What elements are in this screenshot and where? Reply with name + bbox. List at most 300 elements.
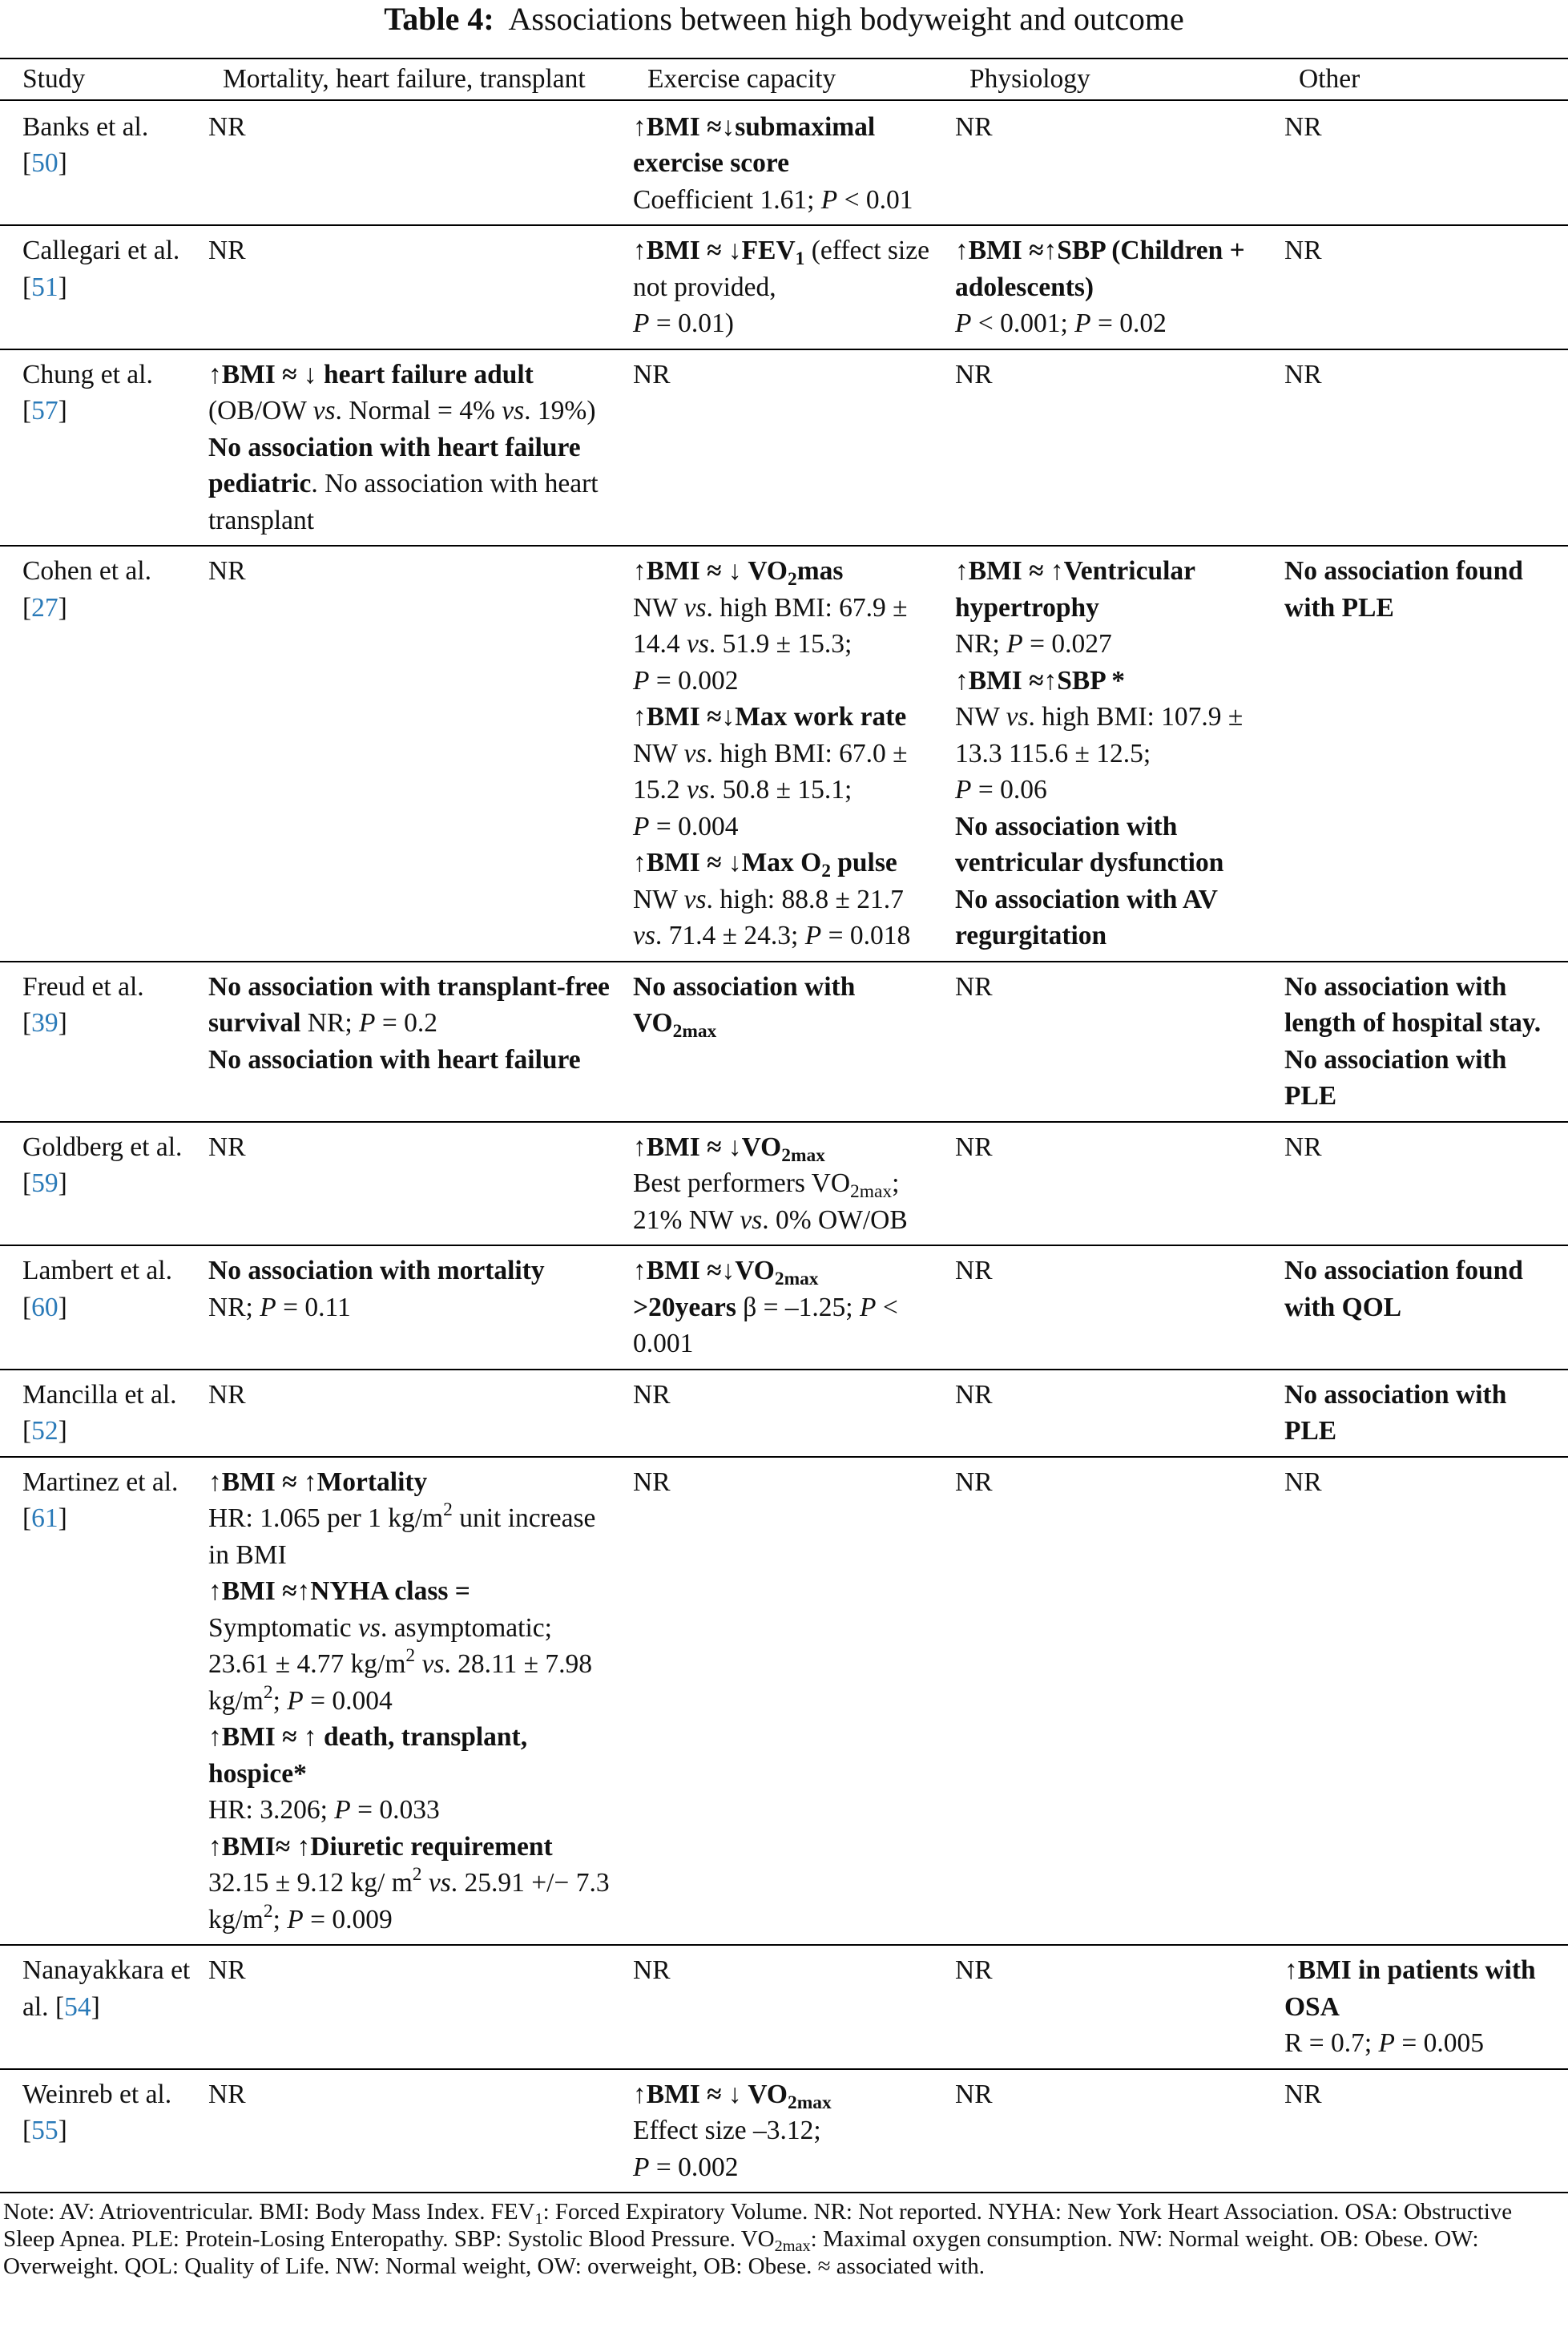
other-cell-line bbox=[1284, 1129, 1560, 1166]
exercise-cell-line bbox=[633, 109, 939, 182]
cell-text: < 0.001 bbox=[633, 1292, 898, 1358]
study-name: Mancilla et al. bbox=[22, 1379, 177, 1410]
physiology-cell-line bbox=[955, 663, 1268, 700]
exercise-cell-line bbox=[633, 2076, 939, 2113]
cell-text: 2 bbox=[263, 1681, 273, 1703]
cell-text: P bbox=[260, 1292, 276, 1322]
other-cell bbox=[1276, 1370, 1568, 1457]
physiology-cell bbox=[947, 546, 1276, 962]
other-cell-line bbox=[1284, 969, 1560, 1115]
cell-text: NR bbox=[208, 556, 246, 586]
exercise-cell-line bbox=[633, 2149, 939, 2186]
physiology-cell bbox=[947, 962, 1276, 1122]
exercise-cell bbox=[625, 1457, 947, 1946]
cell-text: P bbox=[1006, 629, 1023, 659]
cell-text: No association with ventricular dysfunction bbox=[955, 811, 1224, 877]
study-cell: Lambert et al. [60] bbox=[0, 1245, 200, 1370]
table-row bbox=[0, 1457, 1568, 1946]
cell-text: vs bbox=[421, 1649, 445, 1679]
exercise-cell-line bbox=[633, 232, 939, 305]
cell-text: (OB/OW bbox=[208, 396, 313, 426]
exercise-cell-line bbox=[633, 2112, 939, 2149]
exercise-cell bbox=[625, 225, 947, 349]
cell-text: (effect size not provided, bbox=[633, 236, 929, 302]
cell-text: vs bbox=[687, 629, 709, 659]
mortality-cell bbox=[200, 962, 625, 1122]
exercise-cell-line bbox=[633, 1377, 939, 1414]
cell-text: . 71.4 ± 24.3; bbox=[655, 921, 805, 950]
cell-text: NR; bbox=[208, 1292, 260, 1322]
mortality-cell bbox=[200, 2069, 625, 2193]
cell-text: ↑BMI ≈ ↑Mortality bbox=[208, 1467, 428, 1497]
cell-text: ; bbox=[272, 1685, 288, 1716]
cell-text: ↑BMI ≈↓submaximal exercise score bbox=[633, 111, 876, 178]
cell-text: vs bbox=[687, 775, 709, 805]
mortality-cell-line bbox=[208, 1377, 617, 1414]
mortality-cell-line bbox=[208, 430, 617, 539]
mortality-cell-line bbox=[208, 232, 617, 269]
cell-text: NR; bbox=[955, 629, 1007, 659]
table-title bbox=[0, 0, 1568, 37]
cell-text: vs bbox=[312, 396, 336, 426]
cell-text: vs bbox=[683, 884, 707, 914]
cell-text: . high BMI: 67.9 ± 14.4 bbox=[633, 592, 908, 659]
mortality-cell-line bbox=[208, 969, 617, 1042]
physiology-cell-line bbox=[955, 626, 1268, 663]
cell-text: = 0.027 bbox=[1022, 629, 1112, 659]
physiology-cell-line bbox=[955, 1253, 1268, 1289]
physiology-cell-line bbox=[955, 1952, 1268, 1989]
cell-text: = 0.01) bbox=[649, 309, 734, 338]
cell-text: P bbox=[1074, 309, 1091, 338]
cell-text: P bbox=[820, 184, 838, 215]
cell-text: NR bbox=[208, 1132, 246, 1162]
table-note bbox=[0, 2193, 1568, 2280]
cell-text: 2max bbox=[672, 1021, 717, 1043]
reference-link[interactable]: 60 bbox=[31, 1292, 58, 1322]
cell-text: ↑BMI ≈↑SBP (Children + adolescents) bbox=[955, 236, 1245, 302]
study-name: Callegari et al. bbox=[22, 236, 180, 265]
cell-text: NR bbox=[955, 1379, 993, 1410]
physiology-cell-line bbox=[955, 969, 1268, 1006]
cell-text: NR bbox=[1284, 359, 1322, 389]
cell-text: = 0.005 bbox=[1395, 2028, 1485, 2058]
table-row bbox=[0, 2069, 1568, 2193]
exercise-cell-line bbox=[633, 663, 939, 700]
header-other: Other bbox=[1276, 58, 1568, 100]
header-mortality: Mortality, heart failure, transplant bbox=[200, 58, 625, 100]
cell-text: pulse bbox=[830, 848, 897, 877]
physiology-cell bbox=[947, 100, 1276, 226]
cell-text: 2 bbox=[788, 569, 797, 591]
study-name: Freud et al. bbox=[22, 971, 144, 1002]
reference-link[interactable]: 39 bbox=[31, 1008, 58, 1038]
physiology-cell-line bbox=[955, 553, 1268, 626]
study-cell: Callegari et al. [51] bbox=[0, 225, 200, 349]
study-name: Goldberg et al. bbox=[22, 1132, 183, 1162]
mortality-cell-line bbox=[208, 1792, 617, 1829]
cell-text: = 0.004 bbox=[649, 811, 739, 841]
exercise-cell-line bbox=[633, 553, 939, 590]
cell-text: ↑BMI ≈ ↓ VO bbox=[633, 556, 788, 586]
mortality-cell-line bbox=[208, 1129, 617, 1166]
physiology-cell-line bbox=[955, 2076, 1268, 2113]
physiology-cell-line bbox=[955, 232, 1268, 305]
cell-text: = 0.002 bbox=[649, 2152, 739, 2182]
other-cell-line bbox=[1284, 1952, 1560, 2025]
cell-text: NR bbox=[633, 1955, 671, 1985]
cell-text: NR; bbox=[300, 1008, 360, 1038]
cell-text: NR bbox=[955, 1132, 993, 1162]
table-row bbox=[0, 225, 1568, 349]
reference-link[interactable]: 52 bbox=[31, 1416, 58, 1446]
study-name: Lambert et al. bbox=[22, 1256, 172, 1285]
cell-text: vs bbox=[502, 396, 525, 426]
cell-text: vs bbox=[1006, 702, 1029, 732]
cell-text: No association with length of hospital stay. No association with PLE bbox=[1284, 971, 1542, 1111]
other-cell bbox=[1276, 100, 1568, 226]
cell-text: Best performers VO bbox=[633, 1168, 851, 1198]
other-cell bbox=[1276, 225, 1568, 349]
other-cell-line bbox=[1284, 553, 1560, 626]
mortality-cell-line bbox=[208, 1289, 617, 1326]
physiology-cell-line bbox=[955, 109, 1268, 146]
cell-text: . 51.9 ± 15.3; bbox=[708, 629, 853, 659]
reference-link[interactable]: 51 bbox=[31, 272, 58, 302]
study-cell: Martinez et al. [61] bbox=[0, 1457, 200, 1946]
cell-text: HR: 3.206; bbox=[208, 1795, 335, 1825]
table-row bbox=[0, 1945, 1568, 2069]
exercise-cell-line bbox=[633, 182, 939, 219]
cell-text: vs bbox=[683, 738, 707, 769]
cell-text: . high BMI: 107.9 ± 13.3 115.6 ± 12.5; bbox=[955, 702, 1244, 769]
mortality-cell-line bbox=[208, 1952, 617, 1989]
physiology-cell-line bbox=[955, 1464, 1268, 1501]
cell-text: = 0.004 bbox=[303, 1685, 393, 1716]
reference-link[interactable]: 59 bbox=[31, 1168, 58, 1198]
other-cell-line bbox=[1284, 2076, 1560, 2113]
cell-text: . Normal = 4% bbox=[335, 396, 502, 426]
cell-text: = 0.06 bbox=[971, 775, 1047, 805]
cell-text: P bbox=[633, 309, 650, 338]
table-caption: Associations between high bodyweight and outcome bbox=[508, 1, 1184, 37]
cell-text: = 0.018 bbox=[821, 921, 911, 950]
mortality-cell-line bbox=[208, 1610, 617, 1720]
exercise-cell bbox=[625, 1245, 947, 1370]
cell-text: P bbox=[633, 2152, 650, 2182]
cell-text: ↑BMI ≈↓Max work rate bbox=[633, 702, 907, 732]
cell-text: P bbox=[287, 1904, 304, 1935]
cell-text: 2max bbox=[781, 1144, 825, 1166]
cell-text: < 0.01 bbox=[837, 184, 913, 215]
cell-text: NR bbox=[1284, 111, 1322, 142]
study-name: Chung et al. bbox=[22, 359, 153, 389]
mortality-cell-line bbox=[208, 1865, 617, 1938]
cell-text: ↑BMI ≈ ↓ VO bbox=[633, 2079, 788, 2109]
cell-text: 2max bbox=[788, 2092, 832, 2113]
mortality-cell bbox=[200, 546, 625, 962]
cell-text: 1 bbox=[795, 248, 805, 270]
cell-text: = 0.033 bbox=[350, 1795, 440, 1825]
exercise-cell bbox=[625, 100, 947, 226]
cell-text: ↑BMI in patients with OSA bbox=[1284, 1955, 1536, 2022]
cell-text: No association with AV regurgitation bbox=[955, 884, 1218, 950]
other-cell-line bbox=[1284, 1253, 1560, 1325]
table-row bbox=[0, 1245, 1568, 1370]
cell-text: = 0.11 bbox=[276, 1292, 351, 1322]
reference-link[interactable]: 61 bbox=[31, 1503, 58, 1533]
cell-text: . 50.8 ± 15.1; bbox=[708, 775, 853, 805]
cell-text: ↑BMI ≈ ↓FEV bbox=[633, 236, 796, 265]
cell-text: NW bbox=[633, 884, 684, 914]
exercise-cell-line bbox=[633, 882, 939, 954]
mortality-cell-line bbox=[208, 1464, 617, 1501]
cell-text: ↑BMI ≈ ↑ death, transplant, hospice* bbox=[208, 1722, 528, 1789]
cell-text: NR bbox=[633, 1467, 671, 1497]
header-physiology: Physiology bbox=[947, 58, 1276, 100]
cell-text: P bbox=[359, 1008, 376, 1038]
cell-text: ; bbox=[892, 1168, 900, 1198]
other-cell bbox=[1276, 1945, 1568, 2069]
other-cell-line bbox=[1284, 1464, 1560, 1501]
cell-text: No association found with PLE bbox=[1284, 556, 1523, 623]
table-label: Table 4: bbox=[384, 1, 494, 37]
other-cell-line bbox=[1284, 357, 1560, 393]
cell-text: = 0.009 bbox=[303, 1904, 393, 1935]
cell-text: vs bbox=[358, 1612, 381, 1643]
cell-text: vs bbox=[633, 921, 655, 950]
cell-text: unit increase in BMI bbox=[208, 1503, 596, 1570]
table-body bbox=[0, 100, 1568, 2193]
cell-text: ↑BMI ≈ ↑Ventricular hypertrophy bbox=[955, 556, 1195, 623]
cell-text: NW bbox=[633, 738, 684, 769]
physiology-cell-line bbox=[955, 809, 1268, 882]
cell-text: NR bbox=[1284, 2079, 1322, 2109]
cell-text: = 0.02 bbox=[1090, 309, 1167, 338]
table-row bbox=[0, 1122, 1568, 1246]
exercise-cell bbox=[625, 1370, 947, 1457]
cell-text: P bbox=[287, 1685, 304, 1716]
mortality-cell bbox=[200, 1945, 625, 2069]
exercise-cell-line bbox=[633, 1129, 939, 1166]
exercise-cell-line bbox=[633, 1202, 939, 1239]
cell-text: Symptomatic bbox=[208, 1612, 359, 1643]
cell-text: No association with mortality bbox=[208, 1256, 545, 1285]
cell-text: NR bbox=[955, 1467, 993, 1497]
cell-text: No association with VO bbox=[633, 971, 856, 1038]
table-row bbox=[0, 100, 1568, 226]
exercise-cell-line bbox=[633, 1464, 939, 1501]
reference-link[interactable]: 57 bbox=[31, 396, 58, 426]
mortality-cell-line bbox=[208, 1829, 617, 1866]
header-row bbox=[0, 58, 1568, 100]
cell-text: NR bbox=[633, 359, 671, 389]
cell-text: 2 bbox=[405, 1644, 416, 1666]
study-name: Nanayakkara et al. bbox=[22, 1955, 191, 2022]
cell-text: ↑BMI ≈↓VO bbox=[633, 1256, 775, 1285]
mortality-cell-line bbox=[208, 2076, 617, 2113]
cell-text: . high: 88.8 ± 21.7 bbox=[706, 884, 904, 914]
cell-text: ↑BMI ≈↑NYHA class = bbox=[208, 1576, 470, 1606]
cell-text: 2 bbox=[263, 1900, 273, 1922]
cell-text: NR bbox=[208, 2079, 246, 2109]
physiology-cell-line bbox=[955, 1377, 1268, 1414]
reference-link[interactable]: 27 bbox=[31, 592, 58, 623]
cell-text: >20years bbox=[633, 1292, 736, 1322]
mortality-cell bbox=[200, 1370, 625, 1457]
cell-text: . high BMI: 67.0 ± 15.2 bbox=[633, 738, 908, 805]
table-row bbox=[0, 1370, 1568, 1457]
cell-text: NW bbox=[955, 702, 1006, 732]
cell-text: 2 bbox=[821, 861, 831, 882]
exercise-cell-line bbox=[633, 305, 939, 342]
other-cell-line bbox=[1284, 2025, 1560, 2062]
mortality-cell-line bbox=[208, 553, 617, 590]
physiology-cell-line bbox=[955, 305, 1268, 342]
exercise-cell bbox=[625, 962, 947, 1122]
exercise-cell-line bbox=[633, 699, 939, 736]
cell-text: No association with transplant-free survival bbox=[208, 971, 610, 1038]
cell-text: NR bbox=[633, 1379, 671, 1410]
physiology-cell bbox=[947, 225, 1276, 349]
exercise-cell-line bbox=[633, 969, 939, 1042]
other-cell bbox=[1276, 2069, 1568, 2193]
cell-text: . No association with heart transplant bbox=[208, 469, 599, 535]
other-cell bbox=[1276, 1457, 1568, 1946]
cell-text: P bbox=[633, 665, 650, 696]
cell-text: NR bbox=[208, 1379, 246, 1410]
cell-text: vs bbox=[428, 1868, 451, 1898]
physiology-cell bbox=[947, 1457, 1276, 1946]
cell-text: NR bbox=[1284, 1467, 1322, 1497]
cell-text: 32.15 ± 9.12 kg/ m bbox=[208, 1868, 413, 1898]
cell-text: NR bbox=[1284, 236, 1322, 265]
exercise-cell bbox=[625, 2069, 947, 2193]
cell-text: P bbox=[804, 921, 822, 950]
physiology-cell bbox=[947, 1245, 1276, 1370]
study-name: Weinreb et al. bbox=[22, 2079, 172, 2109]
cell-text: 2 bbox=[443, 1499, 453, 1520]
exercise-cell-line bbox=[633, 1952, 939, 1989]
table-row bbox=[0, 962, 1568, 1122]
exercise-cell-line bbox=[633, 590, 939, 663]
associations-table bbox=[0, 58, 1568, 2193]
cell-text: NR bbox=[955, 1256, 993, 1285]
study-cell: Cohen et al. [27] bbox=[0, 546, 200, 962]
mortality-cell bbox=[200, 1122, 625, 1246]
exercise-cell bbox=[625, 1945, 947, 2069]
cell-text: R = 0.7; bbox=[1284, 2028, 1379, 2058]
other-cell bbox=[1276, 962, 1568, 1122]
mortality-cell-line bbox=[208, 1573, 617, 1610]
exercise-cell bbox=[625, 1122, 947, 1246]
mortality-cell-line bbox=[208, 109, 617, 146]
exercise-cell-line bbox=[633, 1253, 939, 1289]
note-text: 2max bbox=[774, 2237, 811, 2256]
exercise-cell-line bbox=[633, 845, 939, 882]
cell-text: 2max bbox=[850, 1181, 893, 1203]
cell-text: No association with heart failure bbox=[208, 1044, 581, 1075]
exercise-cell-line bbox=[633, 357, 939, 393]
physiology-cell-line bbox=[955, 357, 1268, 393]
exercise-cell-line bbox=[633, 1289, 939, 1362]
physiology-cell-line bbox=[955, 882, 1268, 954]
cell-text: No association found with QOL bbox=[1284, 1256, 1523, 1322]
cell-text: . 28.11 ± 7.98 kg/m bbox=[208, 1649, 593, 1716]
table-row bbox=[0, 349, 1568, 547]
table-row bbox=[0, 546, 1568, 962]
study-cell: Chung et al. [57] bbox=[0, 349, 200, 547]
mortality-cell-line bbox=[208, 1500, 617, 1573]
physiology-cell-line bbox=[955, 699, 1268, 772]
cell-text: ; bbox=[272, 1904, 288, 1935]
other-cell bbox=[1276, 1245, 1568, 1370]
mortality-cell-line bbox=[208, 1253, 617, 1289]
physiology-cell bbox=[947, 1122, 1276, 1246]
cell-text: NW bbox=[633, 592, 684, 623]
reference-link[interactable]: 50 bbox=[31, 148, 58, 178]
mortality-cell-line bbox=[208, 1042, 617, 1079]
cell-text: P bbox=[633, 811, 650, 841]
cell-text: β = –1.25; bbox=[736, 1292, 860, 1322]
other-cell-line bbox=[1284, 109, 1560, 146]
study-name: Cohen et al. bbox=[22, 556, 151, 586]
mortality-cell bbox=[200, 225, 625, 349]
cell-text: . asymptomatic; 23.61 ± 4.77 kg/m bbox=[208, 1612, 552, 1679]
other-cell-line bbox=[1284, 1377, 1560, 1450]
cell-text: No association with heart failure pediatric bbox=[208, 432, 581, 498]
mortality-cell bbox=[200, 1457, 625, 1946]
cell-text: NR bbox=[1284, 1132, 1322, 1162]
other-cell bbox=[1276, 546, 1568, 962]
header-study: Study bbox=[0, 58, 200, 100]
other-cell-line bbox=[1284, 232, 1560, 269]
cell-text: ↑BMI≈ ↑Diuretic requirement bbox=[208, 1831, 553, 1862]
study-cell: Mancilla et al. [52] bbox=[0, 1370, 200, 1457]
exercise-cell-line bbox=[633, 809, 939, 845]
study-name: Martinez et al. bbox=[22, 1467, 179, 1497]
cell-text: 2 bbox=[412, 1863, 422, 1885]
physiology-cell-line bbox=[955, 1129, 1268, 1166]
cell-text: ↑BMI ≈↑SBP * bbox=[955, 665, 1125, 696]
cell-text: 21% NW bbox=[633, 1204, 740, 1235]
physiology-cell bbox=[947, 1945, 1276, 2069]
cell-text: . 19%) bbox=[524, 396, 596, 426]
note-text: Note: AV: Atrioventricular. BMI: Body Mass Index. FEV bbox=[3, 2199, 535, 2225]
mortality-cell bbox=[200, 1245, 625, 1370]
cell-text: ↑BMI ≈ ↓VO bbox=[633, 1132, 782, 1162]
physiology-cell bbox=[947, 349, 1276, 547]
exercise-cell-line bbox=[633, 1165, 939, 1202]
header-exercise: Exercise capacity bbox=[625, 58, 947, 100]
cell-text: P bbox=[860, 1292, 877, 1322]
note-text: : Maximal oxygen consumption. NW: Normal weight. OB: Obese. OW: Overweight. QOL: Quality of Life. NW: Normal weight, OW: overweight, OB: Obese. ≈ associated with. bbox=[3, 2226, 1479, 2279]
cell-text: Effect size –3.12; bbox=[633, 2116, 821, 2145]
cell-text: = 0.2 bbox=[375, 1008, 438, 1038]
cell-text: P bbox=[1378, 2028, 1396, 2058]
cell-text: . 0% OW/OB bbox=[762, 1204, 908, 1235]
exercise-cell-line bbox=[633, 736, 939, 809]
reference-link[interactable]: 55 bbox=[31, 2116, 58, 2145]
cell-text: mas bbox=[796, 556, 844, 586]
physiology-cell bbox=[947, 2069, 1276, 2193]
study-cell: Nanayakkara et al. [54] bbox=[0, 1945, 200, 2069]
cell-text: ↑BMI ≈ ↓ heart failure adult bbox=[208, 359, 534, 389]
reference-link[interactable]: 54 bbox=[64, 1991, 91, 2022]
mortality-cell-line bbox=[208, 1719, 617, 1792]
cell-text: P bbox=[955, 309, 972, 338]
cell-text: NR bbox=[955, 1955, 993, 1985]
